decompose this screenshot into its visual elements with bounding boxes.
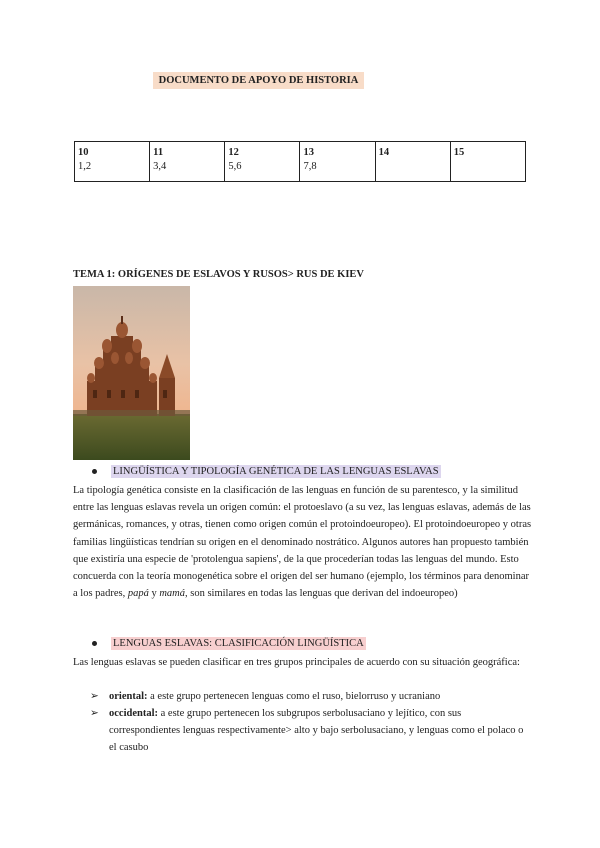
list-item: ➢ oriental: a este grupo pertenecen lenguas como el ruso, bielorruso y ucraniano bbox=[90, 688, 530, 705]
section2-heading: LENGUAS ESLAVAS: CLASIFICACIÓN LINGÜÍSTICA bbox=[90, 636, 366, 652]
arrow-bullet-icon: ➢ bbox=[90, 691, 99, 702]
document-title: DOCUMENTO DE APOYO DE HISTORIA bbox=[153, 72, 364, 89]
table-row bbox=[75, 142, 526, 182]
table-cell: 15 bbox=[450, 142, 525, 182]
section2-intro: Las lenguas eslavas se pueden clasificar en tres grupos principales de acuerdo con su situación geográfica: bbox=[73, 657, 520, 668]
table-cell: 12 5,6 bbox=[225, 142, 300, 182]
bullet-icon bbox=[92, 469, 97, 474]
table-cell: 10 1,2 bbox=[75, 142, 150, 182]
list-item: ➢ occidental: a este grupo pertenecen los subgrupos serbolusaciano y lejítico, con sus correspondientes lenguas respectivamente> alto y bajo serbolusaciano, y lenguas como el polaco o el casubo bbox=[90, 705, 530, 756]
bullet-icon bbox=[92, 641, 97, 646]
grade-table bbox=[74, 141, 526, 182]
table-cell: 14 bbox=[375, 142, 450, 182]
table-cell: 11 3,4 bbox=[150, 142, 225, 182]
wooden-church-photo bbox=[73, 286, 190, 460]
section1-heading: LINGÜÍSTICA Y TIPOLOGÍA GENÉTICA DE LAS LENGUAS ESLAVAS bbox=[90, 464, 441, 480]
section1-body: La tipología genética consiste en la clasificación de las lenguas en función de su parentesco, y la similitud entre las lenguas eslavas revela un origen común: el protoeslavo (a su vez, las lenguas eslavas, además de las germánicas, romances, y otras, tienen como origen común el protoindoeuropeo). El protoindoeuropeo y otras familias lingüísticas tendrían su origen en el denominado nostrático. Algunos autores han propuesto también que existiría una especie de 'protolengua sapiens', de la que procederían todas las lenguas del mundo. Esto concuerda con la teoría monogenética sobre el origen del ser humano (ejemplo, los términos para denominar a los padres, papá y mamá, son similares en todas las lenguas que derivan del indoeuropeo) bbox=[73, 485, 532, 600]
tema-title: TEMA 1: ORÍGENES DE ESLAVOS Y RUSOS> RUS DE KIEV bbox=[73, 269, 364, 280]
arrow-bullet-icon: ➢ bbox=[90, 708, 99, 719]
table-cell: 13 7,8 bbox=[300, 142, 375, 182]
